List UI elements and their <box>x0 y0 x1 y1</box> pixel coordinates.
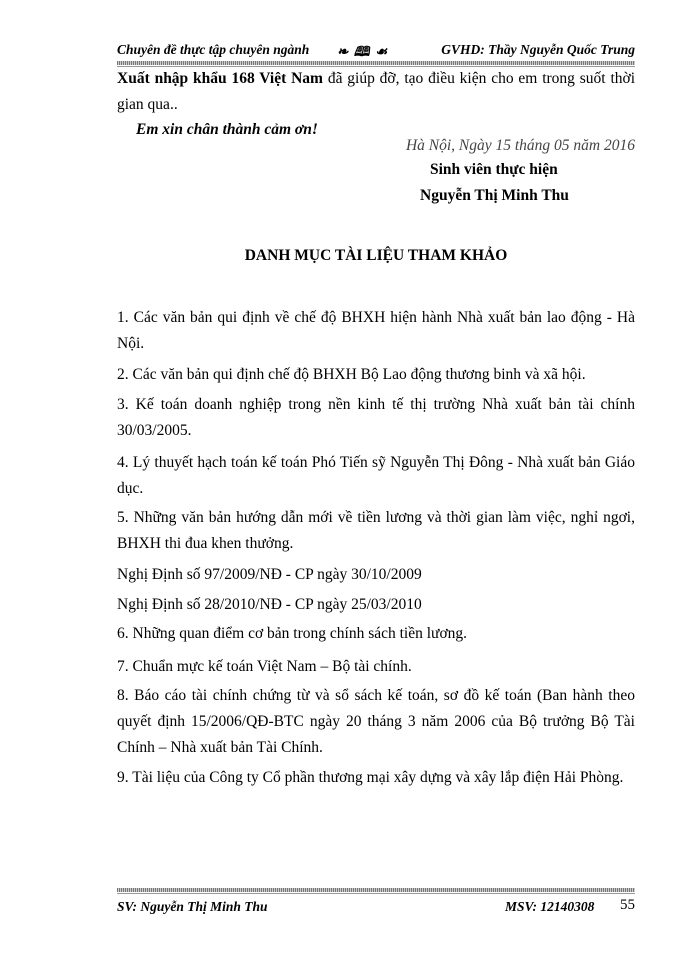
footer-rule <box>117 888 635 892</box>
page-number: 55 <box>620 897 635 913</box>
footer-msv: MSV: 12140308 <box>505 899 595 914</box>
signature-role: Sinh viên thực hiện <box>430 161 558 178</box>
page-footer <box>117 897 635 919</box>
reference-decree: Nghị Định số 97/2009/NĐ - CP ngày 30/10/2009 <box>117 566 422 583</box>
footer-student: SV: Nguyễn Thị Minh Thu <box>117 899 268 914</box>
footer-rule-thin <box>117 893 635 894</box>
references-title: DANH MỤC TÀI LIỆU THAM KHẢO <box>244 247 508 264</box>
intro-company: Xuất nhập khẩu 168 Việt Nam <box>117 70 323 87</box>
header-supervisor: GVHD: Thầy Nguyễn Quốc Trung <box>441 42 635 57</box>
reference-item: 9. Tài liệu của Công ty Cổ phần thương mại xây dựng và xây lắp điện Hải Phòng. <box>117 769 624 786</box>
reference-item: 4. Lý thuyết hạch toán kế toán Phó Tiến sỹ Nguyễn Thị Đông - Nhà xuất bản Giáo dục. <box>117 454 635 497</box>
header-rule <box>117 61 635 65</box>
reference-decree: Nghị Định số 28/2010/NĐ - CP ngày 25/03/2010 <box>117 596 422 613</box>
reference-item: 7. Chuẩn mực kế toán Việt Nam – Bộ tài chính. <box>117 658 412 675</box>
reference-item: 1. Các văn bản qui định về chế độ BHXH hiện hành Nhà xuất bản lao động - Hà Nội. <box>117 309 635 352</box>
header-course-title: Chuyên đề thực tập chuyên ngành <box>117 42 310 57</box>
reference-item: 2. Các văn bản qui định chế độ BHXH Bộ Lao động thương binh và xã hội. <box>117 366 586 383</box>
intro-text: đã giúp đỡ, tạo điều kiện cho em trong suốt thời gian qua.. <box>117 70 635 113</box>
header-ornament-icon: ❧ 🕮 ☙ <box>337 44 389 59</box>
intro-paragraph <box>117 66 635 118</box>
thanks-line: Em xin chân thành cảm ơn! <box>136 121 318 138</box>
page-header <box>117 38 635 60</box>
reference-item: 8. Báo cáo tài chính chứng từ và sổ sách kế toán, sơ đồ kế toán (Ban hành theo quyết định 15/2006/QĐ-BTC ngày 20 tháng 3 năm 2006 của Bộ trưởng Bộ Tài Chính – Nhà xuất bản Tài Chính. <box>117 687 635 756</box>
reference-item: 3. Kế toán doanh nghiệp trong nền kinh tế thị trường Nhà xuất bản tài chính 30/03/2005. <box>117 396 635 439</box>
signature-name: Nguyễn Thị Minh Thu <box>420 187 569 204</box>
reference-item: 5. Những văn bản hướng dẫn mới về tiền lương và thời gian làm việc, nghỉ ngơi, BHXH thi đua khen thưởng. <box>117 509 635 552</box>
reference-item: 6. Những quan điểm cơ bản trong chính sách tiền lương. <box>117 625 468 642</box>
signature-date: Hà Nội, Ngày 15 tháng 05 năm 2016 <box>405 137 635 154</box>
